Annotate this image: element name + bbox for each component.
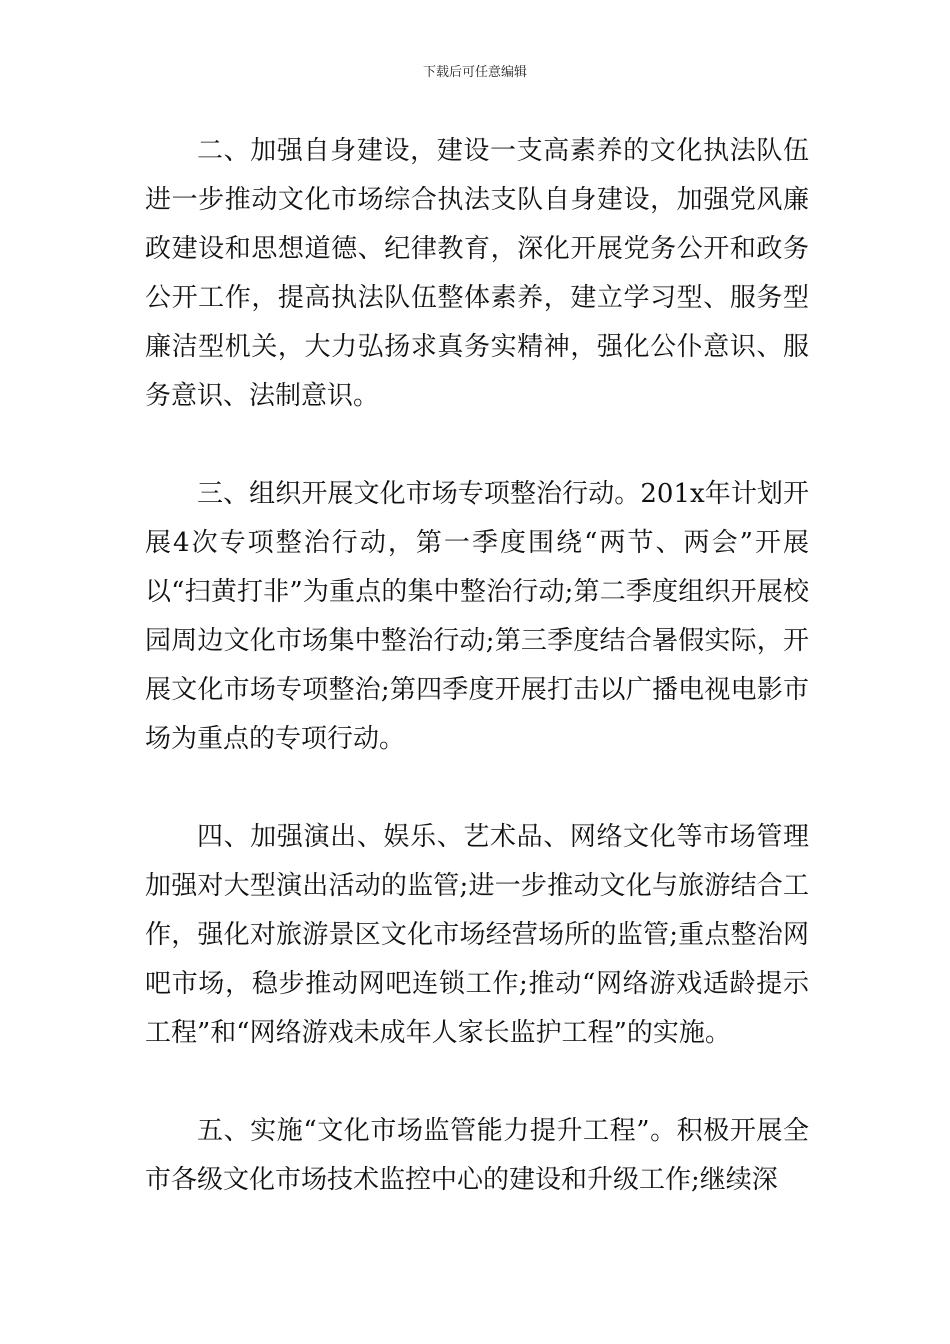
paragraph-market-management: 四、加强演出、娱乐、艺术品、网络文化等市场管理加强对大型演出活动的监管;进一步推动文化与旅游结合工作，强化对旅游景区文化市场经营场所的监管;重点整治网吧市场，稳步推动网吧连锁工作;推动“网络游戏适龄提示工程”和“网络游戏未成年人家长监护工程”的实施。 [145, 822, 809, 1048]
paragraph-capability-project: 五、实施“文化市场监管能力提升工程”。积极开展全市各级文化市场技术监控中心的建设和升级工作;继续深 [145, 1116, 809, 1195]
paragraph-gap [145, 421, 809, 470]
page-header-note: 下载后可任意编辑 [422, 65, 527, 80]
paragraph-self-building: 二、加强自身建设，建设一支高素养的文化执法队伍进一步推动文化市场综合执法支队自身建设，加强党风廉政建设和思想道德、纪律教育，深化开展党务公开和政务公开工作，提高执法队伍整体素养，建立学习型、服务型廉洁型机关，大力弘扬求真务实精神，强化公仆意识、服务意识、法制意识。 [145, 136, 809, 411]
paragraph-gap [145, 1058, 809, 1107]
paragraph-gap [145, 764, 809, 813]
paragraph-special-rectification: 三、组织开展文化市场专项整治行动。201x年计划开展4次专项整治行动，第一季度围绕“两节、两会”开展以“扫黄打非”为重点的集中整治行动;第二季度组织开展校园周边文化市场集中整治行动;第三季度结合暑假实际，开展文化市场专项整治;第四季度开展打击以广播电视电影市场为重点的专项行动。 [145, 479, 809, 754]
document-body [145, 127, 809, 1205]
